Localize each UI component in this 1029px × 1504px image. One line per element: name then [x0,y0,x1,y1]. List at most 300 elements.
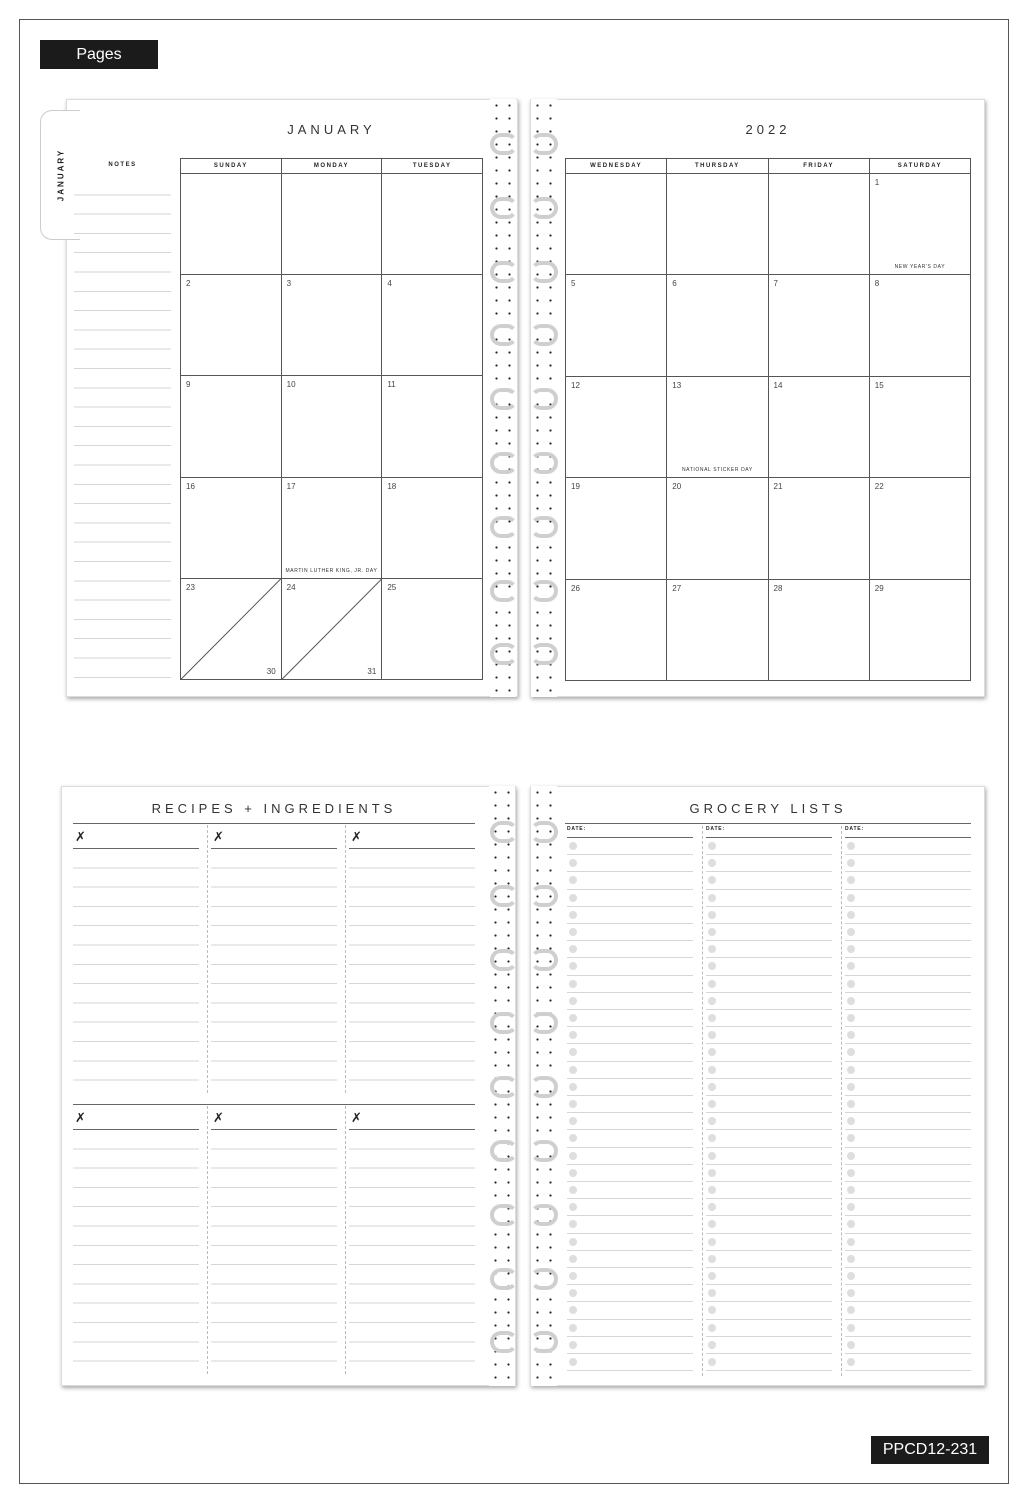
checkbox-dot-icon[interactable] [708,1048,716,1056]
grocery-list-column[interactable] [845,837,971,1377]
checkbox-dot-icon[interactable] [847,962,855,970]
day-number: 12 [571,380,580,390]
checkbox-dot-icon[interactable] [847,1289,855,1297]
binder-ring [530,1076,558,1098]
grocery-item-row[interactable] [706,1320,832,1337]
grocery-item-row[interactable] [706,1062,832,1079]
grocery-item-row[interactable] [567,1096,693,1113]
grocery-item-row[interactable] [706,890,832,907]
grocery-item-row[interactable] [845,872,971,889]
checkbox-dot-icon[interactable] [847,1341,855,1349]
checkbox-dot-icon[interactable] [847,1272,855,1280]
binder-ring [490,643,518,665]
grocery-item-row[interactable] [845,1027,971,1044]
grocery-item-row[interactable] [845,1113,971,1130]
calendar-day-cell[interactable] [382,477,483,578]
binder-ring [530,580,558,602]
checkbox-dot-icon[interactable] [569,1169,577,1177]
recipe-card-header [349,823,475,849]
recipe-card[interactable] [73,1104,199,1374]
checkbox-dot-icon[interactable] [569,1324,577,1332]
day-number: 10 [286,380,296,390]
calendar-day-cell[interactable] [768,275,869,376]
grocery-item-row[interactable] [845,1010,971,1027]
grocery-item-row[interactable] [845,1079,971,1096]
day-number: 22 [874,482,884,492]
calendar-day-cell[interactable] [566,478,667,579]
checkbox-dot-icon[interactable] [708,1117,716,1125]
calendar-day-cell[interactable] [566,579,667,680]
checkbox-dot-icon[interactable] [708,859,716,867]
month-tab[interactable]: JANUARY [40,110,80,240]
grocery-item-row[interactable] [567,1268,693,1285]
grocery-item-row[interactable] [706,1182,832,1199]
binder-ring [530,197,558,219]
checkbox-dot-icon[interactable] [847,1066,855,1074]
calendar-day-cell[interactable] [768,579,869,680]
checkbox-dot-icon[interactable] [847,842,855,850]
grocery-item-row[interactable] [567,1354,693,1371]
checkbox-dot-icon[interactable] [708,1083,716,1091]
checkbox-dot-icon[interactable] [569,1152,577,1160]
calendar-day-cell[interactable] [667,478,768,579]
notes-label: NOTES [108,162,137,168]
grocery-item-row[interactable] [706,855,832,872]
grocery-item-row[interactable] [567,1320,693,1337]
checkbox-dot-icon[interactable] [569,911,577,919]
calendar-day-cell[interactable] [281,477,382,578]
grocery-item-row[interactable] [706,941,832,958]
checkbox-dot-icon[interactable] [847,859,855,867]
date-label: DATE: [567,826,586,832]
calendar-day-cell[interactable] [667,376,768,477]
checkbox-dot-icon[interactable] [569,1031,577,1039]
day-number: 20 [672,482,682,492]
split-day-diagonal [181,579,281,679]
day-number: 26 [571,583,580,593]
holiday-label: NEW YEAR'S DAY [894,264,946,271]
grocery-item-row[interactable] [706,976,832,993]
checkbox-dot-icon[interactable] [847,894,855,902]
grocery-item-row[interactable] [567,1165,693,1182]
grocery-item-row[interactable] [845,993,971,1010]
grocery-item-row[interactable] [706,1216,832,1233]
grocery-item-row[interactable] [845,941,971,958]
checkbox-dot-icon[interactable] [847,1152,855,1160]
checkbox-dot-icon[interactable] [847,1048,855,1056]
grocery-item-row[interactable] [845,958,971,975]
checkbox-dot-icon[interactable] [708,1152,716,1160]
checkbox-dot-icon[interactable] [847,876,855,884]
day-number: 17 [286,481,296,491]
checkbox-dot-icon[interactable] [569,1117,577,1125]
recipe-card[interactable] [211,823,337,1093]
binder-ring [530,261,558,283]
checkbox-dot-icon[interactable] [847,1238,855,1246]
weekday-header: SATURDAY [869,159,970,174]
grocery-item-row[interactable] [567,1337,693,1354]
calendar-day-cell[interactable] [281,275,382,376]
checkbox-dot-icon[interactable] [847,980,855,988]
grocery-item-row[interactable] [567,890,693,907]
checkbox-dot-icon[interactable] [569,928,577,936]
checkbox-dot-icon[interactable] [569,1341,577,1349]
grocery-title: GROCERY LISTS [689,801,847,816]
grocery-item-row[interactable] [567,941,693,958]
grocery-item-row[interactable] [845,1234,971,1251]
grocery-item-row[interactable] [567,1027,693,1044]
grocery-item-row[interactable] [845,1182,971,1199]
recipe-card-header [211,1104,337,1130]
checkbox-dot-icon[interactable] [569,894,577,902]
recipe-card[interactable] [349,1104,475,1374]
grocery-item-row[interactable] [845,1044,971,1061]
grocery-item-row[interactable] [706,1044,832,1061]
checkbox-dot-icon[interactable] [708,1134,716,1142]
grocery-item-row[interactable] [845,1268,971,1285]
grocery-item-row[interactable] [567,993,693,1010]
calendar-day-cell[interactable] [566,376,667,477]
recipe-lines [73,1130,199,1374]
checkbox-dot-icon[interactable] [847,1031,855,1039]
grocery-item-row[interactable] [567,1148,693,1165]
grocery-item-row[interactable] [567,1044,693,1061]
grocery-item-row[interactable] [845,1251,971,1268]
calendar-day-cell[interactable] [667,174,768,275]
grocery-item-row[interactable] [567,1062,693,1079]
grocery-item-row[interactable] [706,1113,832,1130]
grocery-item-row[interactable] [706,958,832,975]
checkbox-dot-icon[interactable] [708,1031,716,1039]
calendar-day-cell[interactable] [869,579,970,680]
checkbox-dot-icon[interactable] [708,1186,716,1194]
checkbox-dot-icon[interactable] [847,997,855,1005]
recipe-card[interactable] [73,823,199,1093]
checkbox-dot-icon[interactable] [847,1255,855,1263]
grocery-item-row[interactable] [845,1320,971,1337]
checkbox-dot-icon[interactable] [569,1306,577,1314]
notes-lines [74,176,171,681]
grocery-item-row[interactable] [706,1079,832,1096]
binder-ring [490,1012,518,1034]
grocery-item-row[interactable] [845,1130,971,1147]
checkbox-dot-icon[interactable] [569,1272,577,1280]
grocery-item-row[interactable] [706,1234,832,1251]
grocery-item-row[interactable] [567,1079,693,1096]
checkbox-dot-icon[interactable] [708,1220,716,1228]
grocery-item-row[interactable] [845,1302,971,1319]
grocery-item-row[interactable] [567,907,693,924]
grocery-item-row[interactable] [706,1285,832,1302]
checkbox-dot-icon[interactable] [847,1220,855,1228]
calendar-day-cell[interactable] [566,174,667,275]
fork-knife-icon: ✗ [75,829,86,844]
checkbox-dot-icon[interactable] [708,1169,716,1177]
calendar-day-cell[interactable] [281,174,382,275]
binder-ring [490,261,518,283]
day-number: 14 [773,380,783,390]
calendar-day-cell[interactable] [667,275,768,376]
checkbox-dot-icon[interactable] [847,1203,855,1211]
grocery-item-row[interactable] [567,1199,693,1216]
column-divider [345,1106,346,1374]
grocery-item-row[interactable] [706,1199,832,1216]
binder-ring [490,1140,518,1162]
column-divider [345,825,346,1093]
grocery-item-row[interactable] [706,1302,832,1319]
calendar-day-cell[interactable] [281,578,382,679]
grocery-item-row[interactable] [845,1096,971,1113]
calendar-day-cell[interactable] [181,275,282,376]
grocery-item-row[interactable] [706,1148,832,1165]
grocery-item-row[interactable] [845,890,971,907]
calendar-day-cell[interactable] [181,174,282,275]
grocery-item-row[interactable] [706,872,832,889]
binder-ring [490,133,518,155]
checkbox-dot-icon[interactable] [569,962,577,970]
grocery-item-row[interactable] [567,855,693,872]
checkbox-dot-icon[interactable] [569,980,577,988]
grocery-item-row[interactable] [567,1216,693,1233]
grocery-list-column[interactable] [706,837,832,1377]
weekday-header: THURSDAY [667,159,768,174]
column-divider [207,825,208,1093]
checkbox-dot-icon[interactable] [569,1289,577,1297]
binder-ring [490,821,518,843]
checkbox-dot-icon[interactable] [569,1066,577,1074]
day-number: 8 [874,279,880,289]
fork-knife-icon: ✗ [213,1110,224,1125]
grocery-item-row[interactable] [845,1148,971,1165]
grocery-item-row[interactable] [845,924,971,941]
checkbox-dot-icon[interactable] [569,859,577,867]
grocery-item-row[interactable] [706,1096,832,1113]
checkbox-dot-icon[interactable] [847,911,855,919]
binder-ring [530,1331,558,1353]
day-number: 23 [186,582,195,592]
grocery-item-row[interactable] [706,1027,832,1044]
calendar-day-cell[interactable] [382,174,483,275]
grocery-item-row[interactable] [845,1165,971,1182]
checkbox-dot-icon[interactable] [569,1220,577,1228]
day-number-secondary: 30 [266,667,276,676]
calendar-day-cell[interactable] [768,376,869,477]
grocery-item-row[interactable] [567,1251,693,1268]
grocery-item-row[interactable] [706,838,832,855]
checkbox-dot-icon[interactable] [569,1134,577,1142]
checkbox-dot-icon[interactable] [569,1186,577,1194]
grocery-item-row[interactable] [567,1113,693,1130]
calendar-day-cell[interactable] [869,275,970,376]
binder-ring [490,1331,518,1353]
grocery-item-row[interactable] [706,1130,832,1147]
checkbox-dot-icon[interactable] [708,1255,716,1263]
calendar-day-cell[interactable] [768,174,869,275]
grocery-item-row[interactable] [845,976,971,993]
checkbox-dot-icon[interactable] [569,1238,577,1246]
checkbox-dot-icon[interactable] [708,1066,716,1074]
column-divider [207,1106,208,1374]
grocery-item-row[interactable] [845,1354,971,1371]
binder-ring [490,324,518,346]
calendar-day-cell[interactable] [382,578,483,679]
checkbox-dot-icon[interactable] [708,1358,716,1366]
grocery-item-row[interactable] [567,1285,693,1302]
checkbox-dot-icon[interactable] [847,1014,855,1022]
checkbox-dot-icon[interactable] [569,1014,577,1022]
checkbox-dot-icon[interactable] [569,1203,577,1211]
grocery-item-row[interactable] [567,1010,693,1027]
checkbox-dot-icon[interactable] [847,1117,855,1125]
grocery-item-row[interactable] [706,907,832,924]
weekday-header: MONDAY [281,159,382,174]
grocery-item-row[interactable] [567,1182,693,1199]
grocery-item-row[interactable] [845,1062,971,1079]
checkbox-dot-icon[interactable] [708,980,716,988]
day-number: 27 [672,583,682,593]
grocery-item-row[interactable] [567,1302,693,1319]
recipe-lines [211,1130,337,1374]
grocery-item-row[interactable] [845,1337,971,1354]
calendar-day-cell[interactable] [869,478,970,579]
grocery-item-row[interactable] [706,924,832,941]
binder-ring [530,516,558,538]
day-number: 11 [387,380,396,390]
checkbox-dot-icon[interactable] [847,1100,855,1108]
checkbox-dot-icon[interactable] [708,962,716,970]
checkbox-dot-icon[interactable] [708,1272,716,1280]
binder-ring [490,885,518,907]
recipe-card-header [73,823,199,849]
grocery-item-row[interactable] [567,976,693,993]
recipe-card[interactable] [211,1104,337,1374]
day-number: 28 [773,583,783,593]
day-number: 29 [874,583,884,593]
grocery-item-row[interactable] [706,1010,832,1027]
binder-ring [490,1204,518,1226]
checkbox-dot-icon[interactable] [569,945,577,953]
grocery-item-row[interactable] [567,958,693,975]
checkbox-dot-icon[interactable] [847,1186,855,1194]
recipe-card-header [73,1104,199,1130]
day-number: 18 [387,481,397,491]
binder-ring [530,1204,558,1226]
checkbox-dot-icon[interactable] [847,1306,855,1314]
checkbox-dot-icon[interactable] [569,876,577,884]
holiday-label: NATIONAL STICKER DAY [681,467,753,474]
checkbox-dot-icon[interactable] [708,1306,716,1314]
checkbox-dot-icon[interactable] [708,876,716,884]
grocery-item-row[interactable] [567,1234,693,1251]
grocery-item-row[interactable] [567,872,693,889]
grocery-item-row[interactable] [845,838,971,855]
grocery-item-row[interactable] [845,1199,971,1216]
checkbox-dot-icon[interactable] [708,1203,716,1211]
checkbox-dot-icon[interactable] [708,842,716,850]
recipe-card[interactable] [349,823,475,1093]
grocery-list-column[interactable] [567,837,693,1377]
binder-ring [530,1268,558,1290]
checkbox-dot-icon[interactable] [569,1255,577,1263]
recipe-lines [211,849,337,1093]
grocery-item-row[interactable] [706,1337,832,1354]
checkbox-dot-icon[interactable] [708,945,716,953]
checkbox-dot-icon[interactable] [569,997,577,1005]
checkbox-dot-icon[interactable] [847,1134,855,1142]
binder-ring [530,324,558,346]
checkbox-dot-icon[interactable] [569,1048,577,1056]
weekday-header: FRIDAY [768,159,869,174]
grocery-item-row[interactable] [567,1130,693,1147]
calendar-day-cell[interactable] [382,275,483,376]
grocery-item-row[interactable] [706,1165,832,1182]
calendar-day-cell[interactable] [667,579,768,680]
grocery-item-row[interactable] [706,1251,832,1268]
day-number: 6 [672,279,677,289]
checkbox-dot-icon[interactable] [569,1358,577,1366]
binder-ring [490,1076,518,1098]
checkbox-dot-icon[interactable] [569,1083,577,1091]
checkbox-dot-icon[interactable] [708,1100,716,1108]
grocery-item-row[interactable] [845,1216,971,1233]
checkbox-dot-icon[interactable] [569,842,577,850]
binder-ring [530,1140,558,1162]
calendar-day-cell[interactable] [869,174,970,275]
calendar-day-cell[interactable] [382,376,483,477]
calendar-day-cell[interactable] [869,376,970,477]
checkbox-dot-icon[interactable] [847,1324,855,1332]
calendar-day-cell[interactable] [768,478,869,579]
checkbox-dot-icon[interactable] [708,911,716,919]
checkbox-dot-icon[interactable] [708,928,716,936]
grocery-item-row[interactable] [845,907,971,924]
calendar-day-cell[interactable] [181,376,282,477]
checkbox-dot-icon[interactable] [847,1169,855,1177]
fork-knife-icon: ✗ [213,829,224,844]
grocery-item-row[interactable] [845,1285,971,1302]
day-number: 5 [571,279,576,289]
calendar-month-title: JANUARY [287,122,376,137]
checkbox-dot-icon[interactable] [708,997,716,1005]
grocery-item-row[interactable] [706,1268,832,1285]
date-label: DATE: [706,826,725,832]
checkbox-dot-icon[interactable] [708,1324,716,1332]
grocery-item-row[interactable] [706,1354,832,1371]
checkbox-dot-icon[interactable] [708,1238,716,1246]
checkbox-dot-icon[interactable] [847,1358,855,1366]
day-number: 21 [773,482,783,492]
calendar-day-cell[interactable] [181,477,282,578]
checkbox-dot-icon[interactable] [847,1083,855,1091]
calendar-day-cell[interactable] [181,578,282,679]
binder-ring [490,1268,518,1290]
grocery-item-row[interactable] [567,838,693,855]
grocery-item-row[interactable] [567,924,693,941]
grocery-item-row[interactable] [706,993,832,1010]
recipe-lines [349,849,475,1093]
calendar-day-cell[interactable] [281,376,382,477]
checkbox-dot-icon[interactable] [847,945,855,953]
checkbox-dot-icon[interactable] [569,1100,577,1108]
checkbox-dot-icon[interactable] [708,1014,716,1022]
checkbox-dot-icon[interactable] [708,1341,716,1349]
weekday-header: WEDNESDAY [566,159,667,174]
checkbox-dot-icon[interactable] [847,928,855,936]
grocery-item-row[interactable] [845,855,971,872]
checkbox-dot-icon[interactable] [708,894,716,902]
calendar-day-cell[interactable] [566,275,667,376]
checkbox-dot-icon[interactable] [708,1289,716,1297]
